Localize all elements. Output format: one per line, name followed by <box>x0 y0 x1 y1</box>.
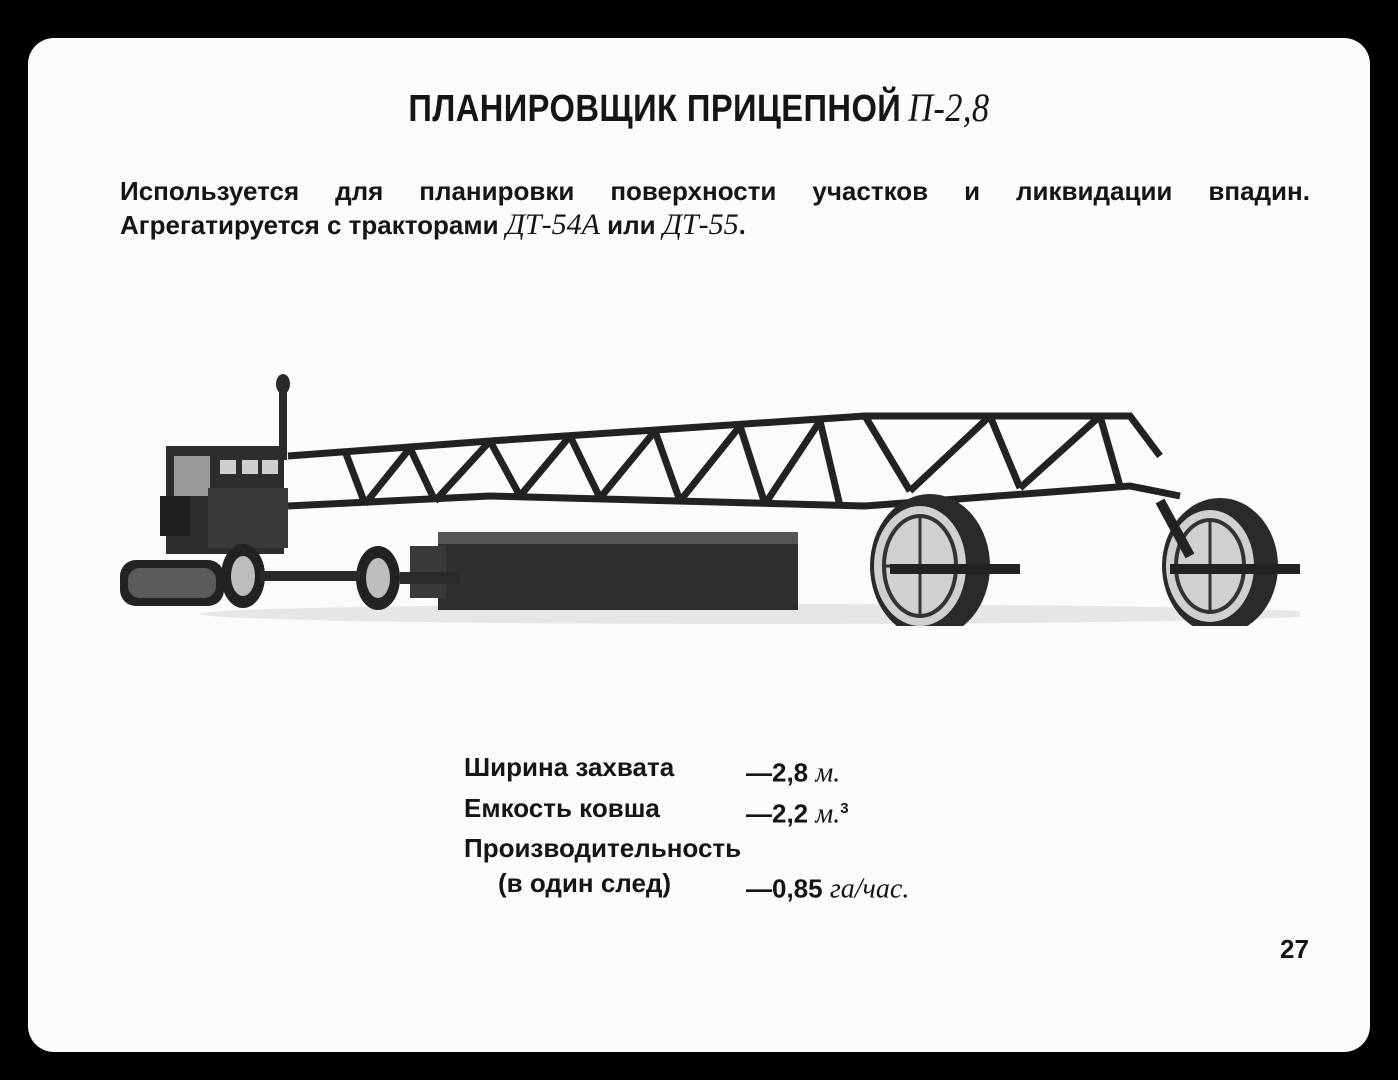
description-word: планировки <box>419 176 575 206</box>
spec-value-group <box>746 791 849 832</box>
description-word: для <box>335 176 384 206</box>
title-model: П-2,8 <box>908 85 990 130</box>
spec-label: Емкость ковша <box>464 792 660 823</box>
slide-card <box>28 38 1370 1052</box>
spec-label: (в один след) <box>498 868 672 899</box>
spec-value: —0,85 <box>746 873 823 904</box>
description-word: Используется <box>120 176 300 206</box>
description-end: . <box>738 210 746 240</box>
spec-value-group <box>746 750 840 791</box>
spec-unit-exponent: 3 <box>840 799 849 817</box>
description-word: и <box>964 176 981 206</box>
description-line-2 <box>120 208 1310 242</box>
tractor-model-1: ДТ-54А <box>505 208 600 241</box>
description-text: Агрегатируется с тракторами <box>120 210 499 240</box>
spec-row <box>464 831 909 866</box>
grader-illustration <box>120 356 1300 626</box>
spec-row <box>464 866 909 907</box>
description-line-1 <box>120 174 1310 208</box>
spec-value-group <box>746 866 909 907</box>
specifications-list <box>464 750 909 907</box>
truss-frame <box>288 416 1180 506</box>
spec-value: —2,8 <box>746 757 809 788</box>
blade-icon <box>400 532 798 610</box>
description <box>120 174 1310 242</box>
spec-unit: м. <box>815 798 841 830</box>
tractor-model-2: ДТ-55 <box>662 208 739 241</box>
spec-unit: га/час. <box>829 873 910 905</box>
spec-row <box>464 791 909 832</box>
description-or: или <box>607 210 656 240</box>
spec-unit: м. <box>815 757 841 789</box>
spec-label: Производительность <box>464 833 742 864</box>
spec-label: Ширина захвата <box>464 752 675 782</box>
title-main: ПЛАНИРОВЩИК ПРИЦЕПНОЙ <box>408 88 902 130</box>
spec-value: —2,2 <box>746 798 809 829</box>
description-word: ликвидации <box>1016 176 1173 206</box>
spec-row <box>464 750 909 791</box>
rear-wheel-icon <box>1160 498 1300 626</box>
description-word: впадин. <box>1208 176 1310 206</box>
page-title <box>122 84 1276 131</box>
page-number: 27 <box>1280 934 1309 964</box>
description-word: поверхности <box>610 176 777 206</box>
description-word: участков <box>812 176 929 206</box>
